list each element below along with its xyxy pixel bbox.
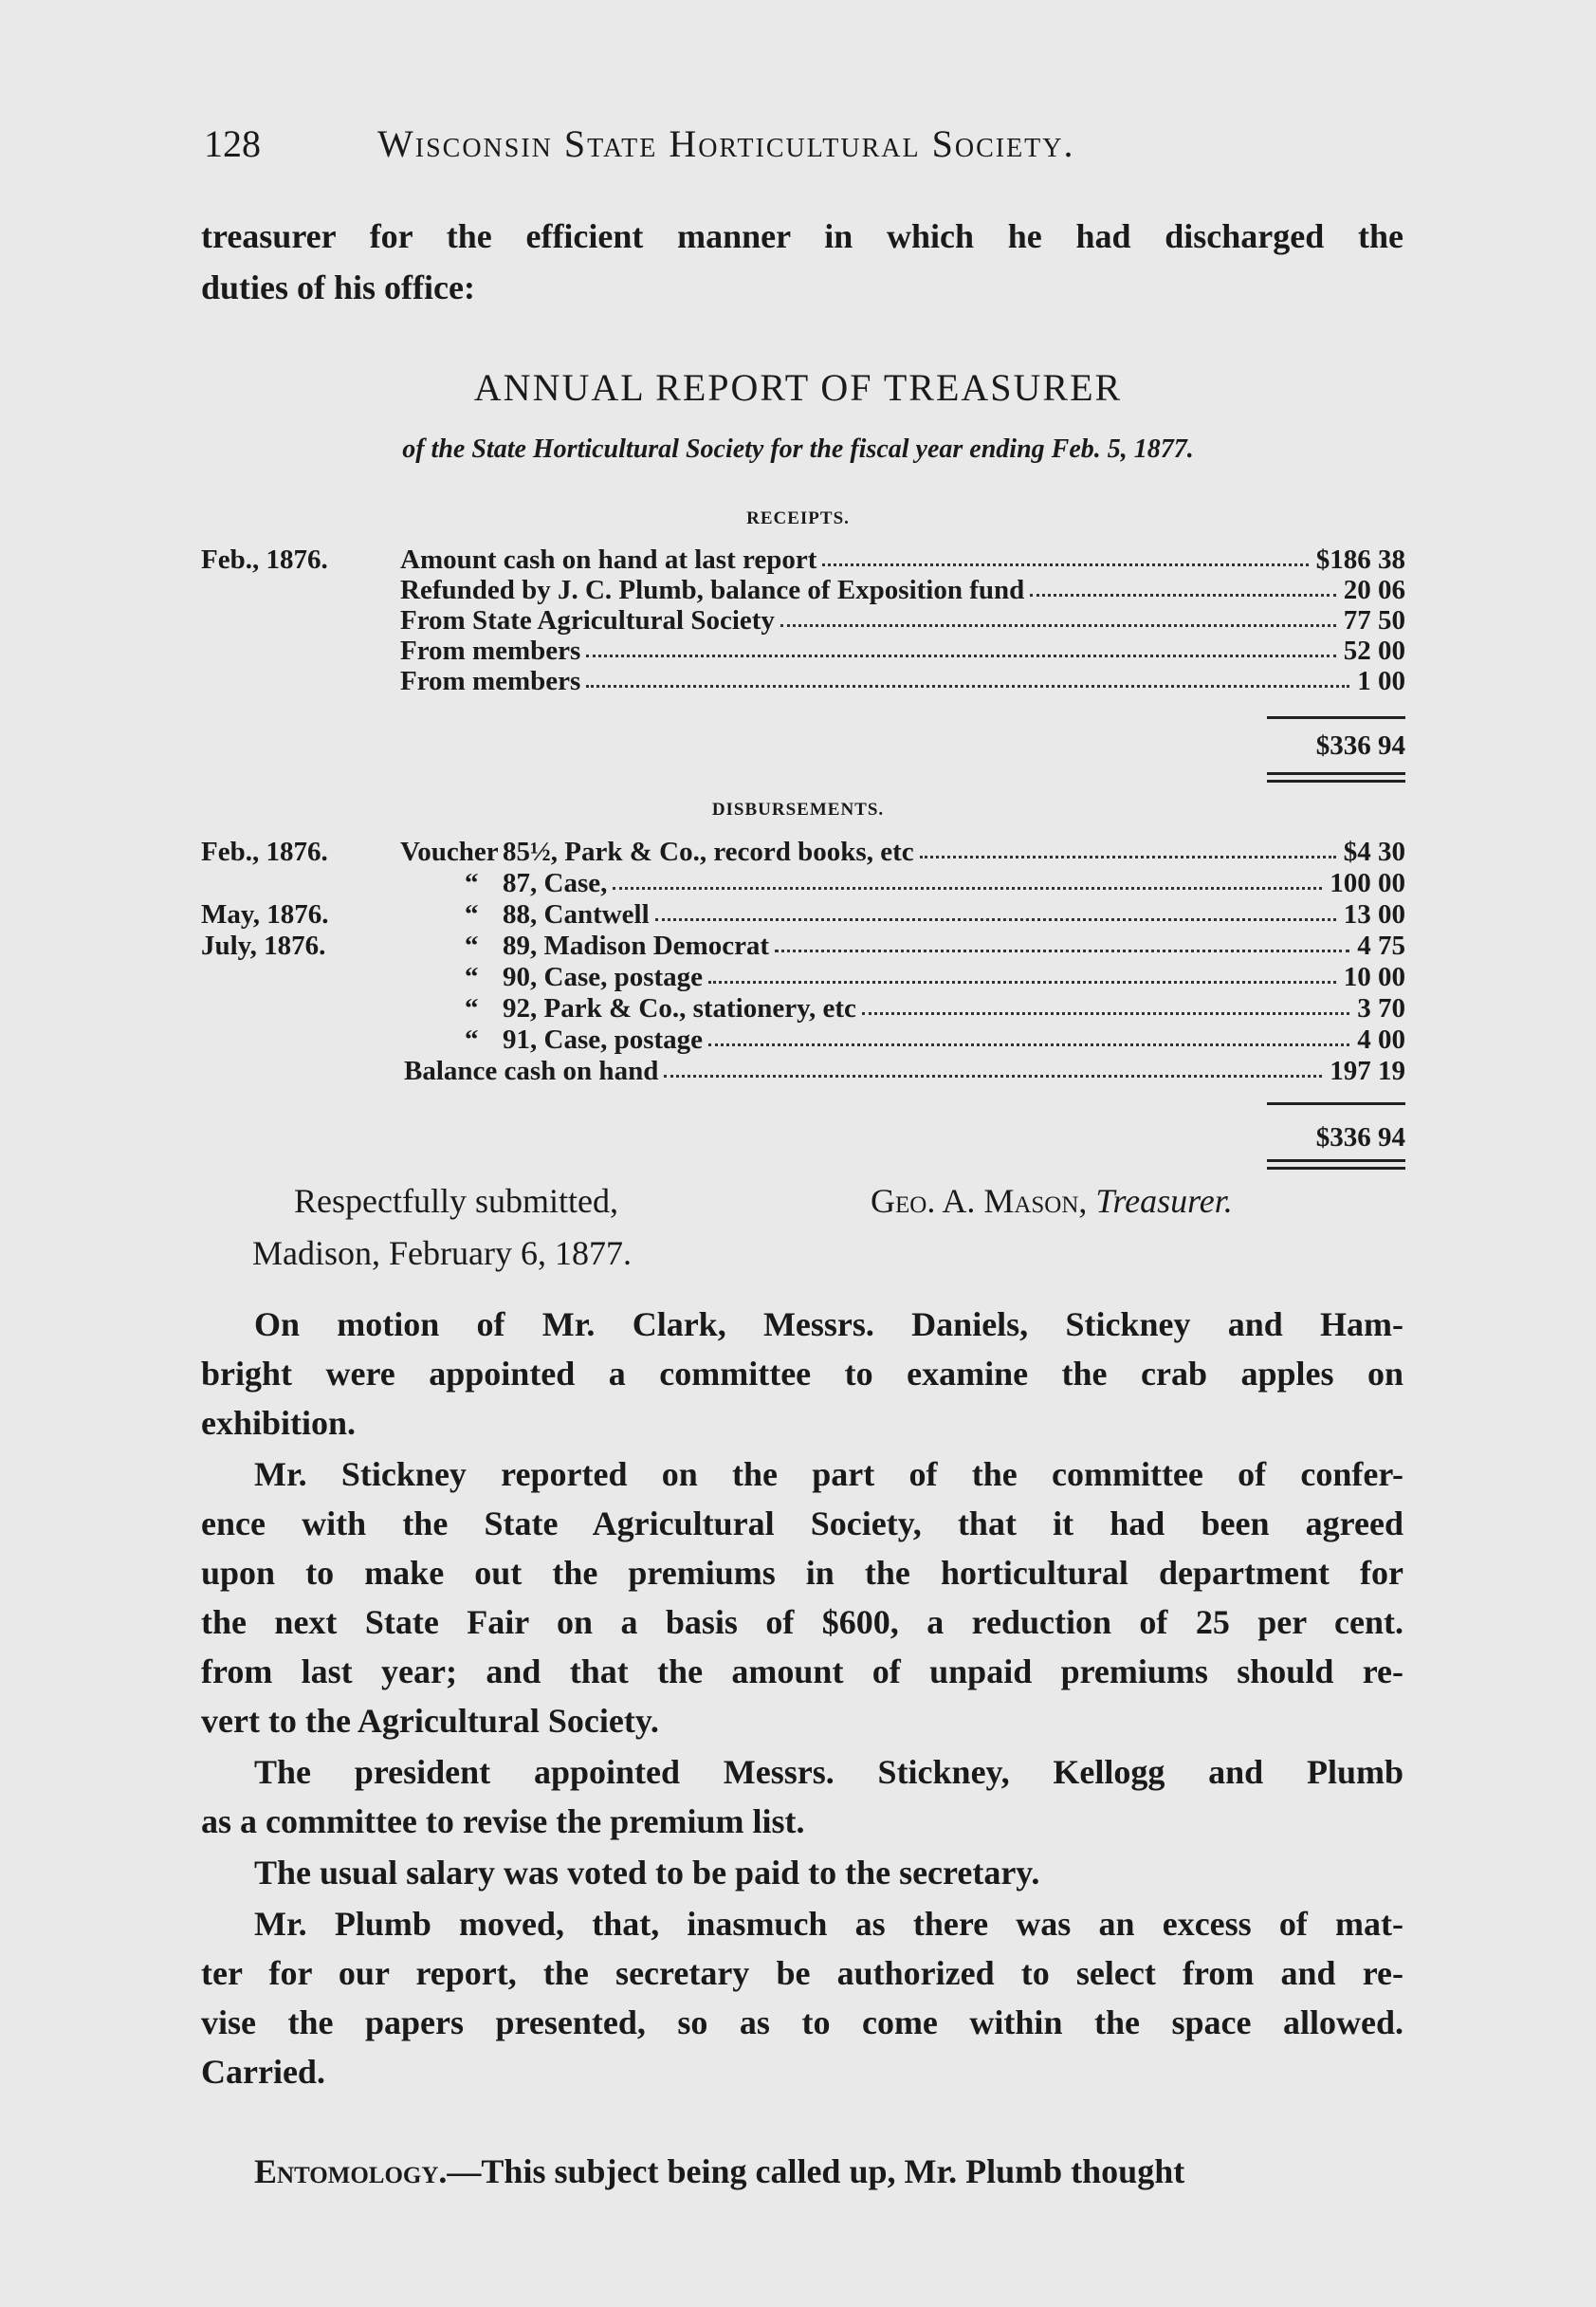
leader-dots (862, 1012, 1349, 1015)
body-line (201, 1801, 805, 1841)
receipt-row (201, 575, 1405, 605)
disbursement-amount: 100 00 (1330, 868, 1405, 898)
disbursements-heading: DISBURSEMENTS. (711, 800, 885, 820)
body-line (201, 1953, 1403, 1993)
disbursement-description: Balance cash on hand (404, 1056, 659, 1086)
disbursement-description: 89, Madison Democrat (503, 931, 770, 961)
body-line-text: On motion of Mr. Clark, Messrs. Daniels, Stickney and Ham- (254, 1305, 1403, 1343)
voucher-prefix: Voucher (400, 837, 499, 867)
entomology-heading: Entomology. (254, 2152, 448, 2190)
disbursement-description: 91, Case, postage (503, 1024, 704, 1055)
voucher-prefix: “ (465, 931, 479, 961)
receipt-amount: 52 00 (1343, 636, 1405, 666)
receipt-description: From State Agricultural Society (400, 605, 775, 636)
leader-dots (655, 918, 1336, 921)
closing-text: Respectfully submitted, (294, 1182, 618, 1220)
disbursement-date: July, 1876. (201, 931, 326, 961)
receipt-amount: 1 00 (1357, 666, 1405, 696)
body-line-text: exhibition. (201, 1404, 357, 1442)
disbursement-description: 88, Cantwell (503, 899, 650, 930)
body-line (254, 1304, 1403, 1344)
disbursement-description: 85½, Park & Co., record books, etc (503, 837, 914, 867)
receipt-description: Amount cash on hand at last report (400, 544, 817, 575)
leader-dots (920, 856, 1336, 858)
voucher-prefix: “ (465, 868, 479, 898)
leader-dots (664, 1075, 1322, 1078)
disbursement-row (201, 899, 1405, 930)
body-line (254, 1454, 1403, 1494)
report-title: ANNUAL REPORT OF TREASURER (473, 366, 1123, 409)
disbursement-row (201, 993, 1405, 1024)
disbursement-description: 90, Case, postage (503, 962, 704, 992)
receipts-heading: RECEIPTS. (746, 508, 850, 528)
disbursement-amount: $4 30 (1343, 837, 1405, 867)
disbursement-amount: 197 19 (1330, 1056, 1405, 1086)
report-subtitle: of the State Horticultural Society for the fiscal year ending Feb. 5, 1877. (402, 434, 1194, 464)
signer-name: Geo. A. Mason, (871, 1182, 1088, 1220)
voucher-prefix: “ (465, 962, 479, 992)
disbursement-amount: 4 00 (1357, 1024, 1405, 1055)
leader-dots (613, 887, 1322, 890)
disbursement-row (201, 837, 1405, 867)
leader-dots (586, 685, 1349, 688)
body-line-text: vert to the Agricultural Society. (201, 1702, 659, 1740)
page-number: 128 (204, 122, 261, 165)
entomology-text: —This subject being called up, Mr. Plumb thought (447, 2152, 1185, 2190)
leader-dots (822, 563, 1309, 566)
body-line-text: the next State Fair on a basis of $600, a reduction of 25 per cent. (201, 1603, 1403, 1641)
receipt-description: From members (400, 636, 581, 666)
body-line-text: The usual salary was voted to be paid to the secretary. (254, 1854, 1040, 1892)
disbursement-amount: 3 70 (1357, 993, 1405, 1024)
body-line-text: Carried. (201, 2053, 325, 2091)
body-line-text: vise the papers presented, so as to come within the space allowed. (201, 2003, 1403, 2041)
receipt-row (201, 605, 1405, 636)
body-line (201, 1652, 1403, 1691)
signer-title: Treasurer. (1095, 1182, 1233, 1220)
entomology-line (254, 2151, 1184, 2191)
disbursement-amount: 13 00 (1343, 899, 1405, 930)
disbursement-description: 87, Case, (503, 868, 608, 898)
intro-line: duties of his office: (201, 268, 475, 306)
receipt-amount: 77 50 (1343, 605, 1405, 636)
body-line (201, 1602, 1403, 1642)
voucher-prefix: “ (465, 993, 479, 1024)
disbursement-amount: 10 00 (1343, 962, 1405, 992)
receipts-rule (1267, 716, 1405, 719)
body-line-text: upon to make out the premiums in the horticultural department for (201, 1554, 1403, 1592)
receipts-double-rule (1267, 772, 1405, 775)
body-line-text: ter for our report, the secretary be authorized to select from and re- (201, 1954, 1403, 1992)
receipt-description: Refunded by J. C. Plumb, balance of Exposition fund (400, 575, 1025, 605)
body-line-text: from last year; and that the amount of unpaid premiums should re- (201, 1652, 1403, 1690)
body-line (201, 1553, 1403, 1593)
body-line-text: The president appointed Messrs. Stickney, Kellogg and Plumb (254, 1753, 1403, 1791)
body-line-text: ence with the State Agricultural Society, that it had been agreed (201, 1504, 1403, 1542)
running-title: Wisconsin State Horticultural Society. (377, 122, 1075, 165)
leader-dots (775, 950, 1349, 952)
body-line (254, 1904, 1403, 1944)
voucher-prefix: “ (465, 1024, 479, 1055)
disbursement-row (201, 962, 1405, 992)
receipt-amount: 20 06 (1343, 575, 1405, 605)
disbursements-total: $336 94 (1315, 1122, 1405, 1153)
body-line-text: bright were appointed a committee to examine the crab apples on (201, 1355, 1403, 1393)
leader-dots (708, 981, 1336, 984)
disbursements-double-rule (1267, 1167, 1405, 1170)
body-line (254, 1853, 1039, 1892)
body-line (201, 1701, 659, 1741)
disbursement-date: Feb., 1876. (201, 837, 328, 867)
place-date: Madison, February 6, 1877. (252, 1234, 632, 1272)
disbursements-double-rule (1267, 1159, 1405, 1162)
leader-dots (708, 1043, 1349, 1046)
body-line-text: Mr. Plumb moved, that, inasmuch as there was an excess of mat- (254, 1905, 1403, 1943)
disbursement-amount: 4 75 (1357, 931, 1405, 961)
disbursement-row (201, 868, 1405, 898)
receipt-row (201, 636, 1405, 666)
disbursements-rule (1267, 1102, 1405, 1105)
body-line (201, 2002, 1403, 2042)
signer-line (871, 1181, 1233, 1221)
disbursement-row (201, 1024, 1405, 1055)
receipt-description: From members (400, 666, 581, 696)
receipts-double-rule (1267, 780, 1405, 783)
disbursement-date: May, 1876. (201, 899, 329, 930)
body-line (201, 1504, 1403, 1543)
leader-dots (1030, 594, 1336, 597)
body-line (254, 1752, 1403, 1792)
receipt-row (201, 544, 1405, 575)
voucher-prefix: “ (465, 899, 479, 930)
body-line (201, 1354, 1403, 1393)
receipt-row (201, 666, 1405, 696)
disbursement-row (201, 931, 1405, 961)
disbursement-description: 92, Park & Co., stationery, etc (503, 993, 856, 1024)
receipts-total: $336 94 (1315, 730, 1405, 761)
receipt-amount: $186 38 (1315, 544, 1405, 575)
disbursement-row (201, 1056, 1405, 1086)
receipt-date: Feb., 1876. (201, 544, 328, 575)
leader-dots (586, 655, 1336, 657)
body-line (201, 1403, 356, 1443)
leader-dots (780, 624, 1336, 627)
body-line-text: as a committee to revise the premium list. (201, 1802, 805, 1840)
body-line-text: Mr. Stickney reported on the part of the committee of confer- (254, 1455, 1403, 1493)
body-line (201, 2052, 325, 2092)
intro-line: treasurer for the efficient manner in which he had discharged the (201, 217, 1403, 255)
